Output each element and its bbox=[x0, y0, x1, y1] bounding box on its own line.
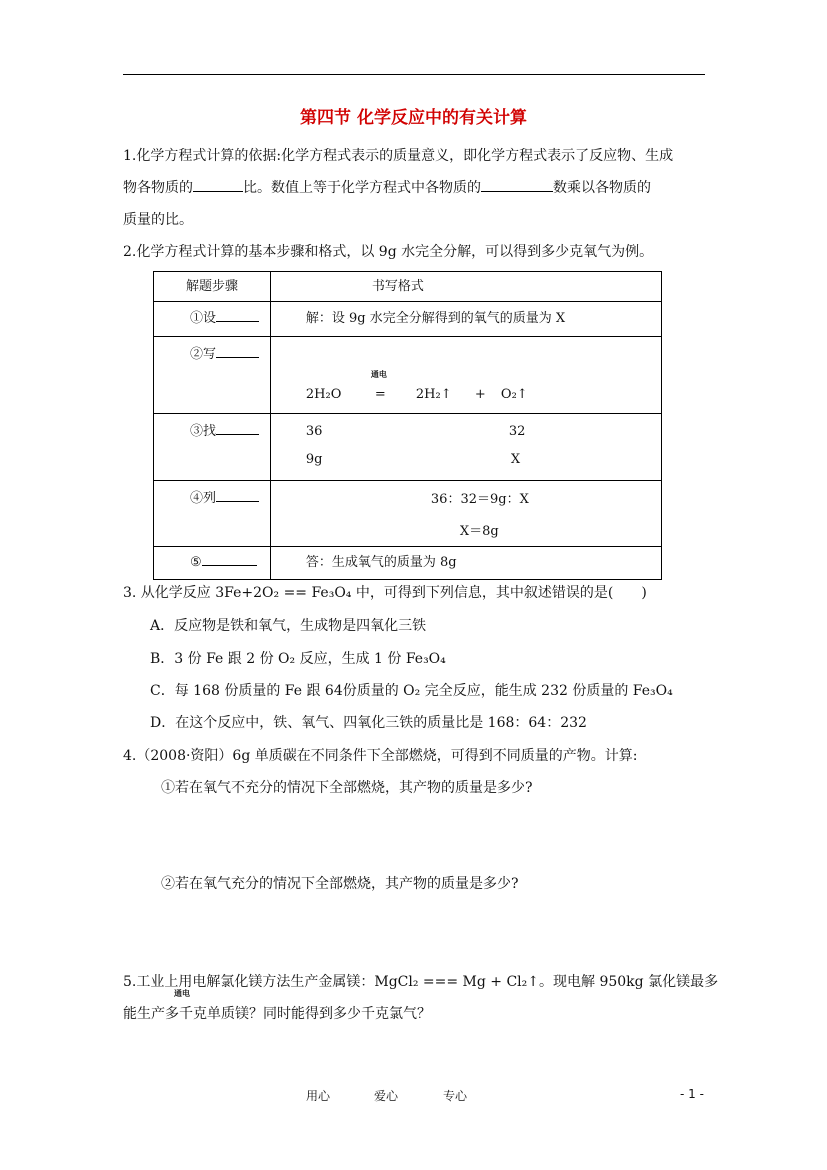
step1-label bbox=[154, 302, 270, 335]
step4-text: ④列 bbox=[190, 491, 217, 506]
q1-line2-part1: 物各物质的 bbox=[123, 180, 193, 196]
step2-cell bbox=[154, 337, 271, 414]
step4-label bbox=[154, 481, 270, 506]
step1-text: ①设 bbox=[190, 311, 217, 326]
step1-format: 解：设 9g 水完全分解得到的氧气的质量为 X bbox=[305, 311, 566, 326]
q1-line2-part3: 数乘以各物质的 bbox=[553, 180, 651, 196]
molar-mass-h2o: 36 bbox=[305, 424, 323, 439]
step3-blank[interactable] bbox=[216, 422, 259, 435]
step4-blank[interactable] bbox=[216, 489, 259, 502]
q3-option-d[interactable]: D．在这个反应中，铁、氧气、四氧化三铁的质量比是 168：64：232 bbox=[150, 715, 587, 731]
step3-label bbox=[154, 414, 270, 439]
q1-line3: 质量的比。 bbox=[123, 212, 193, 228]
header-format-cell bbox=[270, 272, 661, 302]
molar-mass-o2: 32 bbox=[508, 424, 526, 439]
actual-mass-h2o: 9g bbox=[305, 452, 323, 467]
q1-line1: 1.化学方程式计算的依据:化学方程式表示的质量意义，即化学方程式表示了反应物、生成 bbox=[123, 148, 674, 164]
step5-label bbox=[154, 547, 270, 579]
eq-equals: = bbox=[374, 387, 386, 402]
footer-word-1: 用心 bbox=[306, 1089, 331, 1103]
eq-condition: 通电 bbox=[370, 369, 387, 379]
step2-label bbox=[154, 337, 270, 362]
proportion-equation: 36：32＝9g：X bbox=[430, 492, 529, 507]
mass-ratios bbox=[271, 414, 661, 480]
step3-cell bbox=[154, 414, 271, 481]
header-step-cell bbox=[154, 272, 271, 302]
step5-text: ⑤ bbox=[190, 555, 202, 570]
step1-format-cell bbox=[270, 302, 661, 337]
step3-format-cell bbox=[270, 414, 661, 481]
step3-text: ③找 bbox=[190, 424, 217, 439]
q5-line1: 5.工业上用电解氯化镁方法生产金属镁：MgCl₂ === Mg + Cl₂↑。现电解 950kg 氯化镁最多 bbox=[123, 974, 719, 990]
step5-format-cell bbox=[270, 547, 661, 580]
q3-option-c[interactable]: C．每 168 份质量的 Fe 跟 64份质量的 O₂ 完全反应，能生成 232 份质量的 Fe₃O₄ bbox=[150, 683, 673, 699]
step5-cell bbox=[154, 547, 271, 580]
header-format: 书写格式 bbox=[371, 279, 424, 294]
q5-condition: 通电 bbox=[174, 988, 190, 998]
header-step: 解题步骤 bbox=[185, 279, 238, 294]
steps-table bbox=[153, 271, 662, 580]
step5-blank[interactable] bbox=[202, 553, 257, 566]
footer-word-3: 专心 bbox=[443, 1089, 468, 1103]
page-title: 第四节 化学反应中的有关计算 bbox=[300, 108, 527, 128]
q2-intro: 2.化学方程式计算的基本步骤和格式，以 9g 水完全分解，可以得到多少克氧气为例。 bbox=[123, 244, 654, 260]
step2-format-cell bbox=[270, 337, 661, 414]
q1-line2 bbox=[123, 177, 651, 198]
q3-stem: 3. 从化学反应 3Fe+2O₂ == Fe₃O₄ 中，可得到下列信息，其中叙述错误的是( ) bbox=[123, 585, 647, 601]
step1-blank[interactable] bbox=[216, 309, 259, 322]
eq-product-h2: 2H₂↑ bbox=[415, 387, 452, 402]
step2-blank[interactable] bbox=[216, 345, 259, 358]
q3-option-b[interactable]: B．3 份 Fe 跟 2 份 O₂ 反应，生成 1 份 Fe₃O₄ bbox=[150, 651, 446, 667]
step5-answer: 答：生成氧气的质量为 8g bbox=[305, 555, 457, 570]
q4-sub1: ①若在氧气不充分的情况下全部燃烧，其产物的质量是多少? bbox=[161, 780, 533, 796]
step1-cell bbox=[154, 302, 271, 337]
proportion-result: X＝8g bbox=[459, 524, 499, 539]
q3-option-a[interactable]: A．反应物是铁和氧气，生成物是四氧化三铁 bbox=[150, 618, 427, 634]
eq-reactant: 2H₂O bbox=[305, 387, 342, 402]
q1-blank-ratio[interactable] bbox=[193, 177, 243, 192]
eq-product-o2: O₂↑ bbox=[500, 387, 528, 402]
step4-cell bbox=[154, 481, 271, 547]
q1-line2-part2: 比。数值上等于化学方程式中各物质的 bbox=[243, 180, 481, 196]
eq-plus: + bbox=[474, 387, 486, 402]
unknown-mass-o2: X bbox=[510, 452, 521, 467]
equation bbox=[271, 337, 661, 413]
q5-line2: 能生产多千克单质镁？同时能得到多少千克氯气？ bbox=[123, 1006, 431, 1022]
step2-text: ②写 bbox=[190, 347, 217, 362]
q4-stem: 4.（2008·资阳）6g 单质碳在不同条件下全部燃烧，可得到不同质量的产物。计算: bbox=[123, 748, 638, 764]
step4-format-cell bbox=[270, 481, 661, 547]
footer-word-2: 爱心 bbox=[374, 1089, 399, 1103]
q4-sub2: ②若在氧气充分的情况下全部燃烧，其产物的质量是多少? bbox=[161, 876, 519, 892]
page-number: - 1 - bbox=[680, 1087, 704, 1101]
header-rule bbox=[123, 74, 705, 75]
q1-blank-coefficient[interactable] bbox=[481, 177, 553, 192]
proportion bbox=[271, 481, 661, 546]
